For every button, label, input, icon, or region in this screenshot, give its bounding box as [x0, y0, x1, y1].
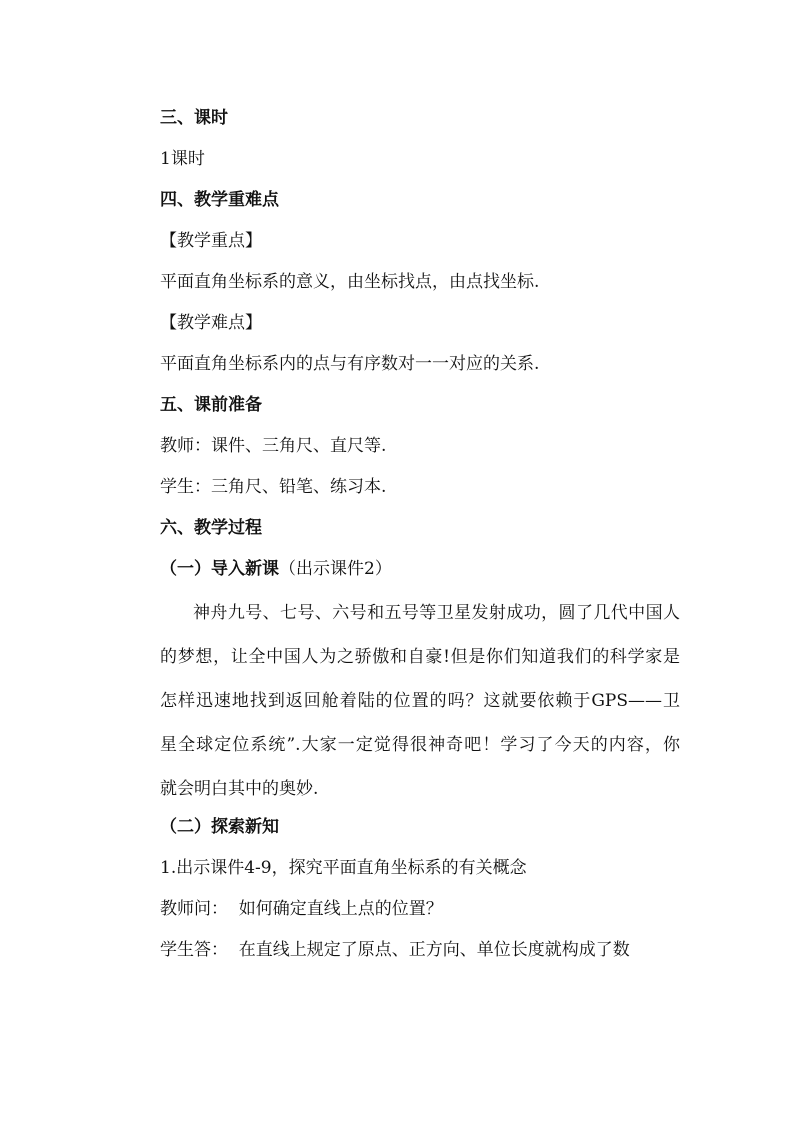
- part-1-paragraph-line: 就会明白其中的奥妙.: [160, 779, 319, 799]
- part-1-paragraph-line: 星全球定位系统”.大家一定觉得很神奇吧！学习了今天的内容，你: [160, 735, 680, 755]
- section-4-title: 四、教学重难点: [160, 190, 279, 210]
- section-3-body: 1课时: [160, 149, 205, 169]
- difficult-points-label: 【教学难点】: [160, 313, 262, 333]
- key-points-body: 平面直角坐标系的意义，由坐标找点，由点找坐标.: [160, 272, 540, 292]
- part-1-paragraph-line: 的梦想，让全中国人为之骄傲和自豪!但是你们知道我们的科学家是: [160, 647, 680, 667]
- part-2-item-1: 1.出示课件4-9，探究平面直角坐标系的有关概念: [160, 858, 527, 878]
- part-1-paragraph-line: 怎样迅速地找到返回舱着陆的位置的吗？这就要依赖于GPS——卫: [160, 691, 680, 711]
- student-materials: 学生：三角尺、铅笔、练习本.: [160, 477, 387, 497]
- part-1-note: （出示课件2）: [279, 559, 392, 579]
- part-1-title: （一）导入新课: [160, 559, 279, 579]
- section-3-title: 三、课时: [160, 108, 228, 128]
- student-answer: 学生答： 在直线上规定了原点、正方向、单位长度就构成了数: [160, 940, 630, 960]
- section-6-title: 六、教学过程: [160, 518, 262, 538]
- part-1-heading: [160, 558, 392, 580]
- section-5-title: 五、课前准备: [160, 395, 262, 415]
- part-2-title: （二）探索新知: [160, 817, 279, 837]
- teacher-question: 教师问： 如何确定直线上点的位置？: [160, 899, 443, 919]
- difficult-points-body: 平面直角坐标系内的点与有序数对一一对应的关系.: [160, 354, 540, 374]
- part-1-paragraph-line: 神舟九号、七号、六号和五号等卫星发射成功，圆了几代中国人: [193, 603, 680, 623]
- teacher-materials: 教师：课件、三角尺、直尺等.: [160, 436, 387, 456]
- key-points-label: 【教学重点】: [160, 231, 262, 251]
